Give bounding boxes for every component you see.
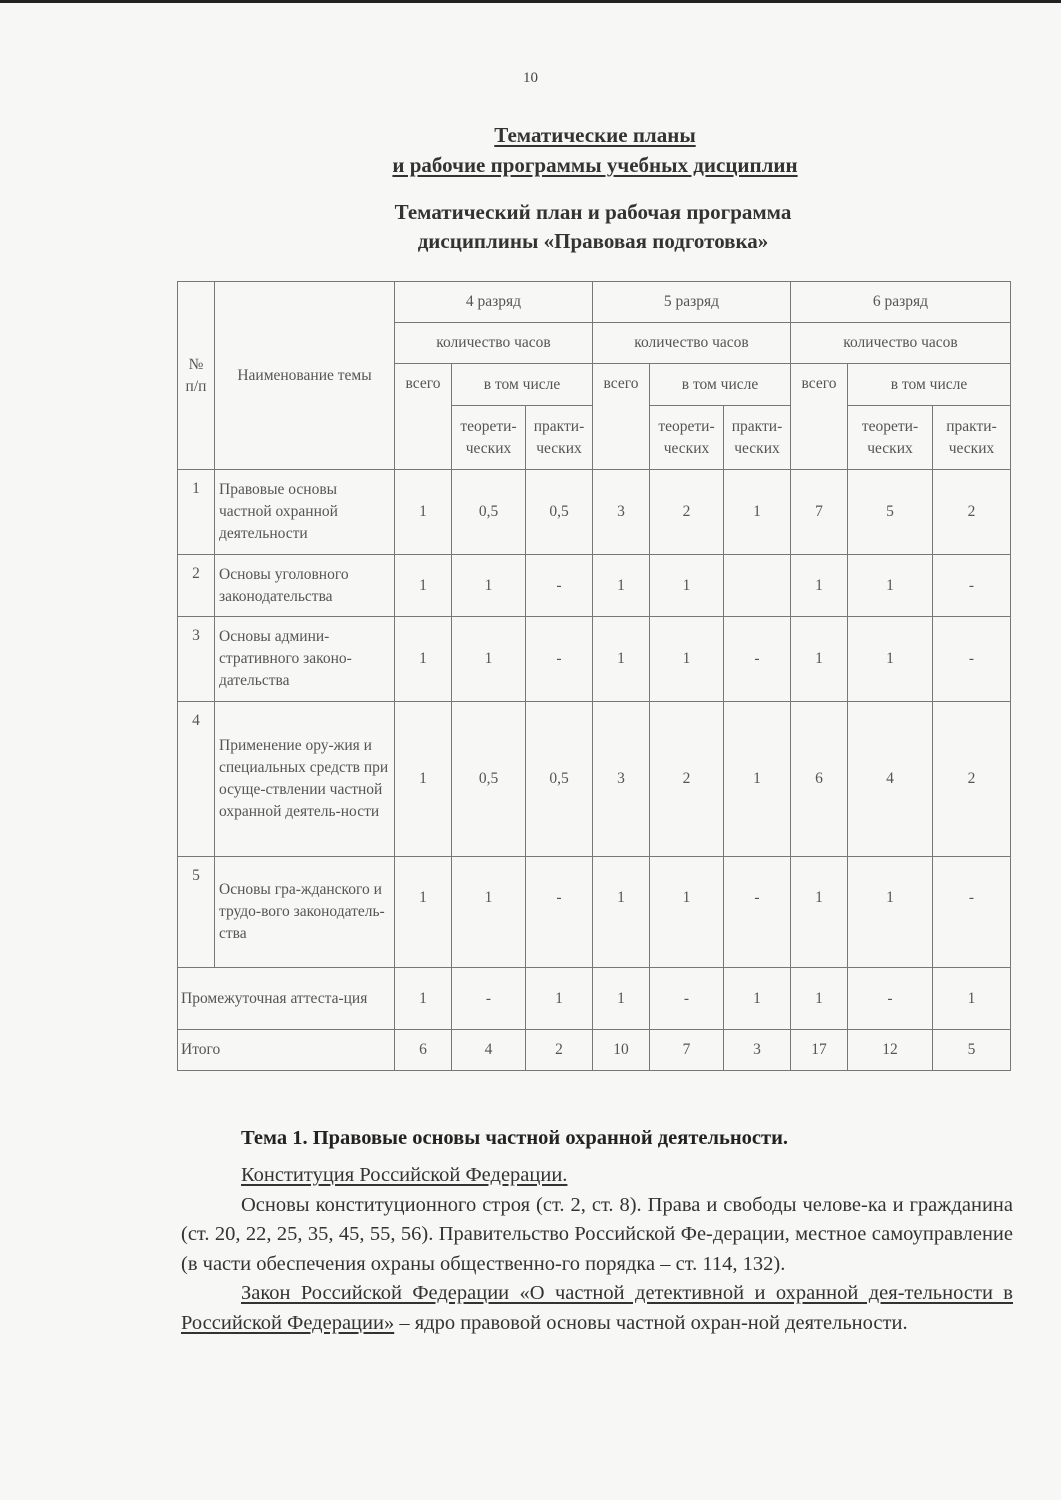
- header-including-5: в том числе: [650, 364, 791, 406]
- cell: 6: [395, 1030, 452, 1071]
- cell: 1: [791, 857, 848, 968]
- cell: 1: [395, 617, 452, 702]
- scan-border: [0, 0, 1061, 3]
- row-num: 3: [178, 617, 215, 702]
- header-grade-6: 6 разряд: [791, 282, 1011, 323]
- cell: -: [848, 968, 933, 1030]
- cell: 1: [593, 968, 650, 1030]
- cell: 1: [526, 968, 593, 1030]
- body-text: [181, 1161, 1013, 1338]
- header-including-6: в том числе: [848, 364, 1011, 406]
- cell: 17: [791, 1030, 848, 1071]
- row-num: 2: [178, 555, 215, 617]
- cell: 1: [933, 968, 1011, 1030]
- row-topic: Правовые основы частной охранной деятельности: [215, 470, 395, 555]
- row-num: 4: [178, 702, 215, 857]
- cell: -: [526, 857, 593, 968]
- header-total-4: всего: [395, 364, 452, 470]
- cell: 1: [452, 555, 526, 617]
- cell: 1: [724, 470, 791, 555]
- table-row-attestation: [178, 968, 1011, 1030]
- cell: 4: [848, 702, 933, 857]
- row-num: 5: [178, 857, 215, 968]
- cell: 1: [724, 968, 791, 1030]
- table-row: [178, 555, 1011, 617]
- cell: -: [724, 857, 791, 968]
- table-row: [178, 857, 1011, 968]
- cell: [724, 555, 791, 617]
- cell: 1: [724, 702, 791, 857]
- cell: -: [526, 617, 593, 702]
- cell: 0,5: [526, 702, 593, 857]
- cell: 1: [848, 617, 933, 702]
- cell: 1: [791, 555, 848, 617]
- cell: 6: [791, 702, 848, 857]
- table-row: [178, 470, 1011, 555]
- section-title-line-1: Тематический план и рабочая программа: [394, 200, 792, 224]
- cell: -: [933, 617, 1011, 702]
- cell: 2: [933, 702, 1011, 857]
- page-number: 10: [523, 70, 538, 86]
- thematic-plan-table: [177, 281, 1011, 1071]
- cell: -: [933, 555, 1011, 617]
- cell: -: [724, 617, 791, 702]
- row-topic: Основы админи-стративного законо-дательства: [215, 617, 395, 702]
- cell: -: [933, 857, 1011, 968]
- cell: 5: [848, 470, 933, 555]
- cell: 1: [395, 968, 452, 1030]
- header-theory-4: теорети-ческих: [452, 406, 526, 470]
- header-practice-5: практи-ческих: [724, 406, 791, 470]
- table-row: [178, 617, 1011, 702]
- theme-heading: Тема 1. Правовые основы частной охранной деятельности.: [241, 1127, 789, 1149]
- cell: 1: [395, 470, 452, 555]
- cell: 0,5: [452, 470, 526, 555]
- cell: 3: [593, 702, 650, 857]
- cell: 10: [593, 1030, 650, 1071]
- cell: 5: [933, 1030, 1011, 1071]
- cell: 2: [650, 470, 724, 555]
- row-topic: Основы уголовного законодательства: [215, 555, 395, 617]
- cell: 7: [650, 1030, 724, 1071]
- row-topic: Промежуточная аттеста-ция: [178, 968, 395, 1030]
- law-title: Закон Российской Федерации «О частной детективной и охранной дея-тельности в Российской Федерации»: [181, 1282, 1013, 1334]
- section-title-line-2: дисциплины «Правовая подготовка»: [417, 229, 769, 253]
- cell: -: [526, 555, 593, 617]
- cell: 0,5: [452, 702, 526, 857]
- cell: 1: [848, 555, 933, 617]
- row-topic: Применение ору-жия и специальных средств при осуще-ствлении частной охранной деятель-ности: [215, 702, 395, 857]
- cell: 0,5: [526, 470, 593, 555]
- section-title: [0, 198, 1061, 256]
- row-num: 1: [178, 470, 215, 555]
- header-name: Наименование темы: [215, 282, 395, 470]
- cell: 1: [395, 555, 452, 617]
- header-including-4: в том числе: [452, 364, 593, 406]
- cell: 1: [593, 617, 650, 702]
- cell: 3: [724, 1030, 791, 1071]
- page-title: [0, 120, 1061, 180]
- header-grade-4: 4 разряд: [395, 282, 593, 323]
- cell: 1: [650, 617, 724, 702]
- page-title-line-2: и рабочие программы учебных дисциплин: [392, 153, 798, 177]
- paragraph-law: [181, 1279, 1013, 1338]
- cell: 1: [395, 702, 452, 857]
- header-theory-6: теорети-ческих: [848, 406, 933, 470]
- law-text: – ядро правовой основы частной охран-ной деятельности.: [394, 1311, 908, 1334]
- header-total-6: всего: [791, 364, 848, 470]
- cell: 2: [933, 470, 1011, 555]
- cell: 1: [650, 555, 724, 617]
- header-hours-4: количество часов: [395, 323, 593, 364]
- cell: 1: [791, 968, 848, 1030]
- constitution-heading: Конституция Российской Федерации.: [241, 1164, 568, 1186]
- paragraph-constitution: Основы конституционного строя (ст. 2, ст. 8). Права и свободы челове-ка и гражданина (ст. 20, 22, 25, 35, 45, 55, 56). Правительство Российской Фе-дерации, местное самоуправление (в части обеспечения охраны общественно-го порядка – ст. 114, 132).: [181, 1193, 1013, 1275]
- header-theory-5: теорети-ческих: [650, 406, 724, 470]
- cell: 2: [526, 1030, 593, 1071]
- header-hours-6: количество часов: [791, 323, 1011, 364]
- cell: 1: [452, 857, 526, 968]
- cell: 1: [593, 555, 650, 617]
- cell: -: [452, 968, 526, 1030]
- cell: 1: [848, 857, 933, 968]
- page-title-line-1: Тематические планы: [494, 123, 696, 147]
- cell: 12: [848, 1030, 933, 1071]
- cell: 3: [593, 470, 650, 555]
- cell: 1: [650, 857, 724, 968]
- header-grade-5: 5 разряд: [593, 282, 791, 323]
- cell: 1: [791, 617, 848, 702]
- cell: 1: [452, 617, 526, 702]
- table-row: [178, 702, 1011, 857]
- cell: 1: [395, 857, 452, 968]
- cell: 2: [650, 702, 724, 857]
- cell: 4: [452, 1030, 526, 1071]
- table-row-total: [178, 1030, 1011, 1071]
- header-hours-5: количество часов: [593, 323, 791, 364]
- cell: -: [650, 968, 724, 1030]
- cell: 1: [593, 857, 650, 968]
- header-num: № п/п: [178, 282, 215, 470]
- header-practice-6: практи-ческих: [933, 406, 1011, 470]
- header-practice-4: практи-ческих: [526, 406, 593, 470]
- header-total-5: всего: [593, 364, 650, 470]
- cell: 7: [791, 470, 848, 555]
- row-topic: Основы гра-жданского и трудо-вого законодатель-ства: [215, 857, 395, 968]
- row-topic: Итого: [178, 1030, 395, 1071]
